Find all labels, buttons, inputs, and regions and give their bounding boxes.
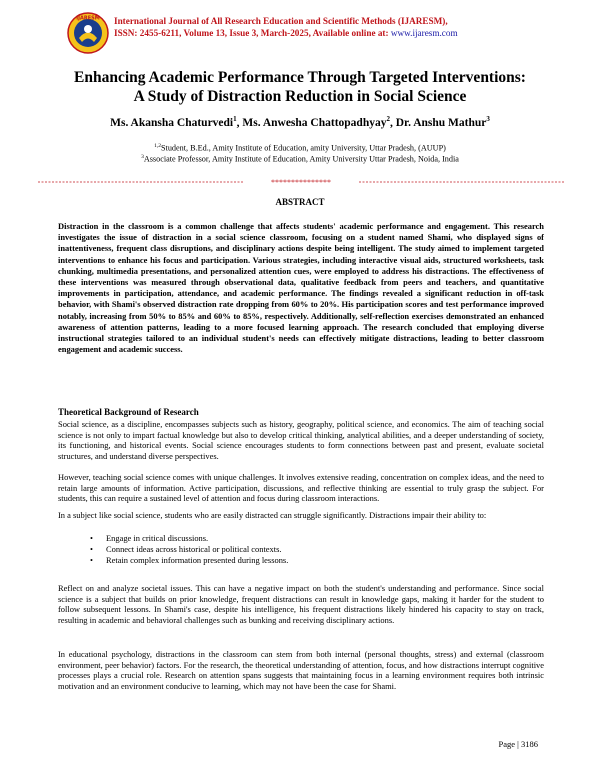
page-number: Page | 3186 (498, 739, 538, 749)
issn-text: ISSN: 2455-6211, Volume 13, Issue 3, March-2025, Available online at: (114, 28, 391, 38)
journal-website-link[interactable]: www.ijaresm.com (390, 28, 458, 38)
paragraph-5: In educational psychology, distractions in the classroom can stem from both internal (personal thoughts, stress) and external (classroom environment, peer behavior) factors. For the research, the theoretical understanding of attention, focus, and how distractions interrupt cognitive processes plays a crucial role. Research on attention spans suggests that maintaining focus in a learning environment requires both intrinsic motivation and an environment conducive to learning, which may not have been the case for Shami. (58, 649, 544, 691)
abstract-heading: ABSTRACT (275, 197, 325, 207)
abstract-text: Distraction in the classroom is a common challenge that affects students' academic performance and engagement. This research investigates the issue of distraction in a social science classroom, focusing on a student named Shami, who displayed signs of inattentiveness, frequent class disruptions, and disciplinary actions despite being intelligent. The study aimed to implement targeted interventions to enhance his focus and participation. Various strategies, including interactive visual aids, structured worksheets, task chunking, multimedia presentations, and personalized attention cues, were employed to address his distractions. The effectiveness of these interventions was measured through observational data, qualitative feedback from peers and teachers, and quantitative improvements in participation, attendance, and academic performance. The findings revealed a significant reduction in off-task behavior, with Shami's observed distraction rate dropping from 60% to 20%. His participation scores and test performance improved notably, increasing from 50% to 85% and 60% to 85%, respectively. Additionally, self-reflection exercises demonstrated an enhanced awareness of attention patterns, leading to a more focused learning approach. The research concluded that employing diverse instructional strategies tailored to an individual student's needs can effectively mitigate distractions, leading to better classroom engagement and academic success. (58, 221, 544, 355)
affiliation-text: Associate Professor, Amity Institute of Education, Amity University Uttar Pradesh, Noida, India (143, 154, 459, 164)
affiliation-sup: 3 (141, 154, 144, 160)
title-line-1: Enhancing Academic Performance Through Targeted Interventions: (74, 69, 526, 86)
issn-line (114, 27, 584, 39)
paragraph-3: In a subject like social science, students who are easily distracted can struggle significantly. Distractions impair their ability to: (58, 510, 487, 520)
journal-name: International Journal of All Research Education and Scientific Methods (IJARESM), (114, 16, 448, 26)
divider-stars: *************** (271, 178, 331, 187)
logo-text: IJARESM (76, 15, 100, 22)
journal-logo (67, 11, 109, 55)
author-name: Ms. Anwesha Chattopadhyay (242, 116, 387, 129)
paragraph-2: However, teaching social science comes with unique challenges. It involves extensive reading, concentration on complex ideas, and the need to retain large amounts of information. Active participation, discussions, and reflective thinking are essential to truly grasp the subject. For students, this can require a sustained level of attention and focus during classroom interactions. (58, 472, 544, 504)
affiliation-1 (20, 143, 580, 153)
logo-emblem-icon (67, 11, 109, 55)
paragraph-1: Social science, as a discipline, encompasses subjects such as history, geography, political science, and economics. The aim of teaching social science is not only to impart factual knowledge but also to develop critical thinking, analytical abilities, and a deeper understanding of society, its functioning, and historical events. Social science encourages students to form connections between past and present, evaluate societal structures, and understand diverse perspectives. (58, 419, 544, 461)
paragraph-4: Reflect on and analyze societal issues. This can have a negative impact on both the student's understanding and performance. Since social science is a subject that builds on prior knowledge, frequent distractions can result in knowledge gaps, making it harder for the student to follow subsequent lessons. In Shami's case, despite his intelligence, his frequent distractions likely hindered his capacity to stay on track, resulting in academic and behavioral challenges such as bunking and receiving disciplinary actions. (58, 583, 544, 625)
author-name: Dr. Anshu Mathur (395, 116, 487, 129)
list-item: • Engage in critical discussions. (90, 533, 544, 544)
author-list: Ms. Akansha Chaturvedi$^1$, Ms. Anwesha Chattopadhyay$^2$, Dr. Anshu Mathur$^3$ (110, 115, 490, 129)
section-heading: Theoretical Background of Research (58, 407, 199, 417)
author-sup: 1 (233, 115, 237, 123)
author-name: Ms. Akansha Chaturvedi (110, 116, 234, 129)
author-sup: 3 (486, 115, 490, 123)
list-item: • Retain complex information presented during lessons. (90, 555, 544, 566)
paper-title (20, 68, 580, 106)
journal-header (114, 15, 584, 39)
section-divider (38, 174, 564, 187)
affiliation-sup: 1,2 (154, 143, 161, 149)
affiliation-2 (20, 154, 580, 164)
list-item: • Connect ideas across historical or political contexts. (90, 544, 544, 555)
bullet-list (58, 533, 544, 567)
affiliation-text: Student, B.Ed., Amity Institute of Education, amity University, Uttar Pradesh, (AUUP) (161, 143, 446, 153)
author-sup: 2 (386, 115, 390, 123)
divider-line (38, 177, 564, 187)
title-line-2: A Study of Distraction Reduction in Social Science (133, 88, 467, 105)
